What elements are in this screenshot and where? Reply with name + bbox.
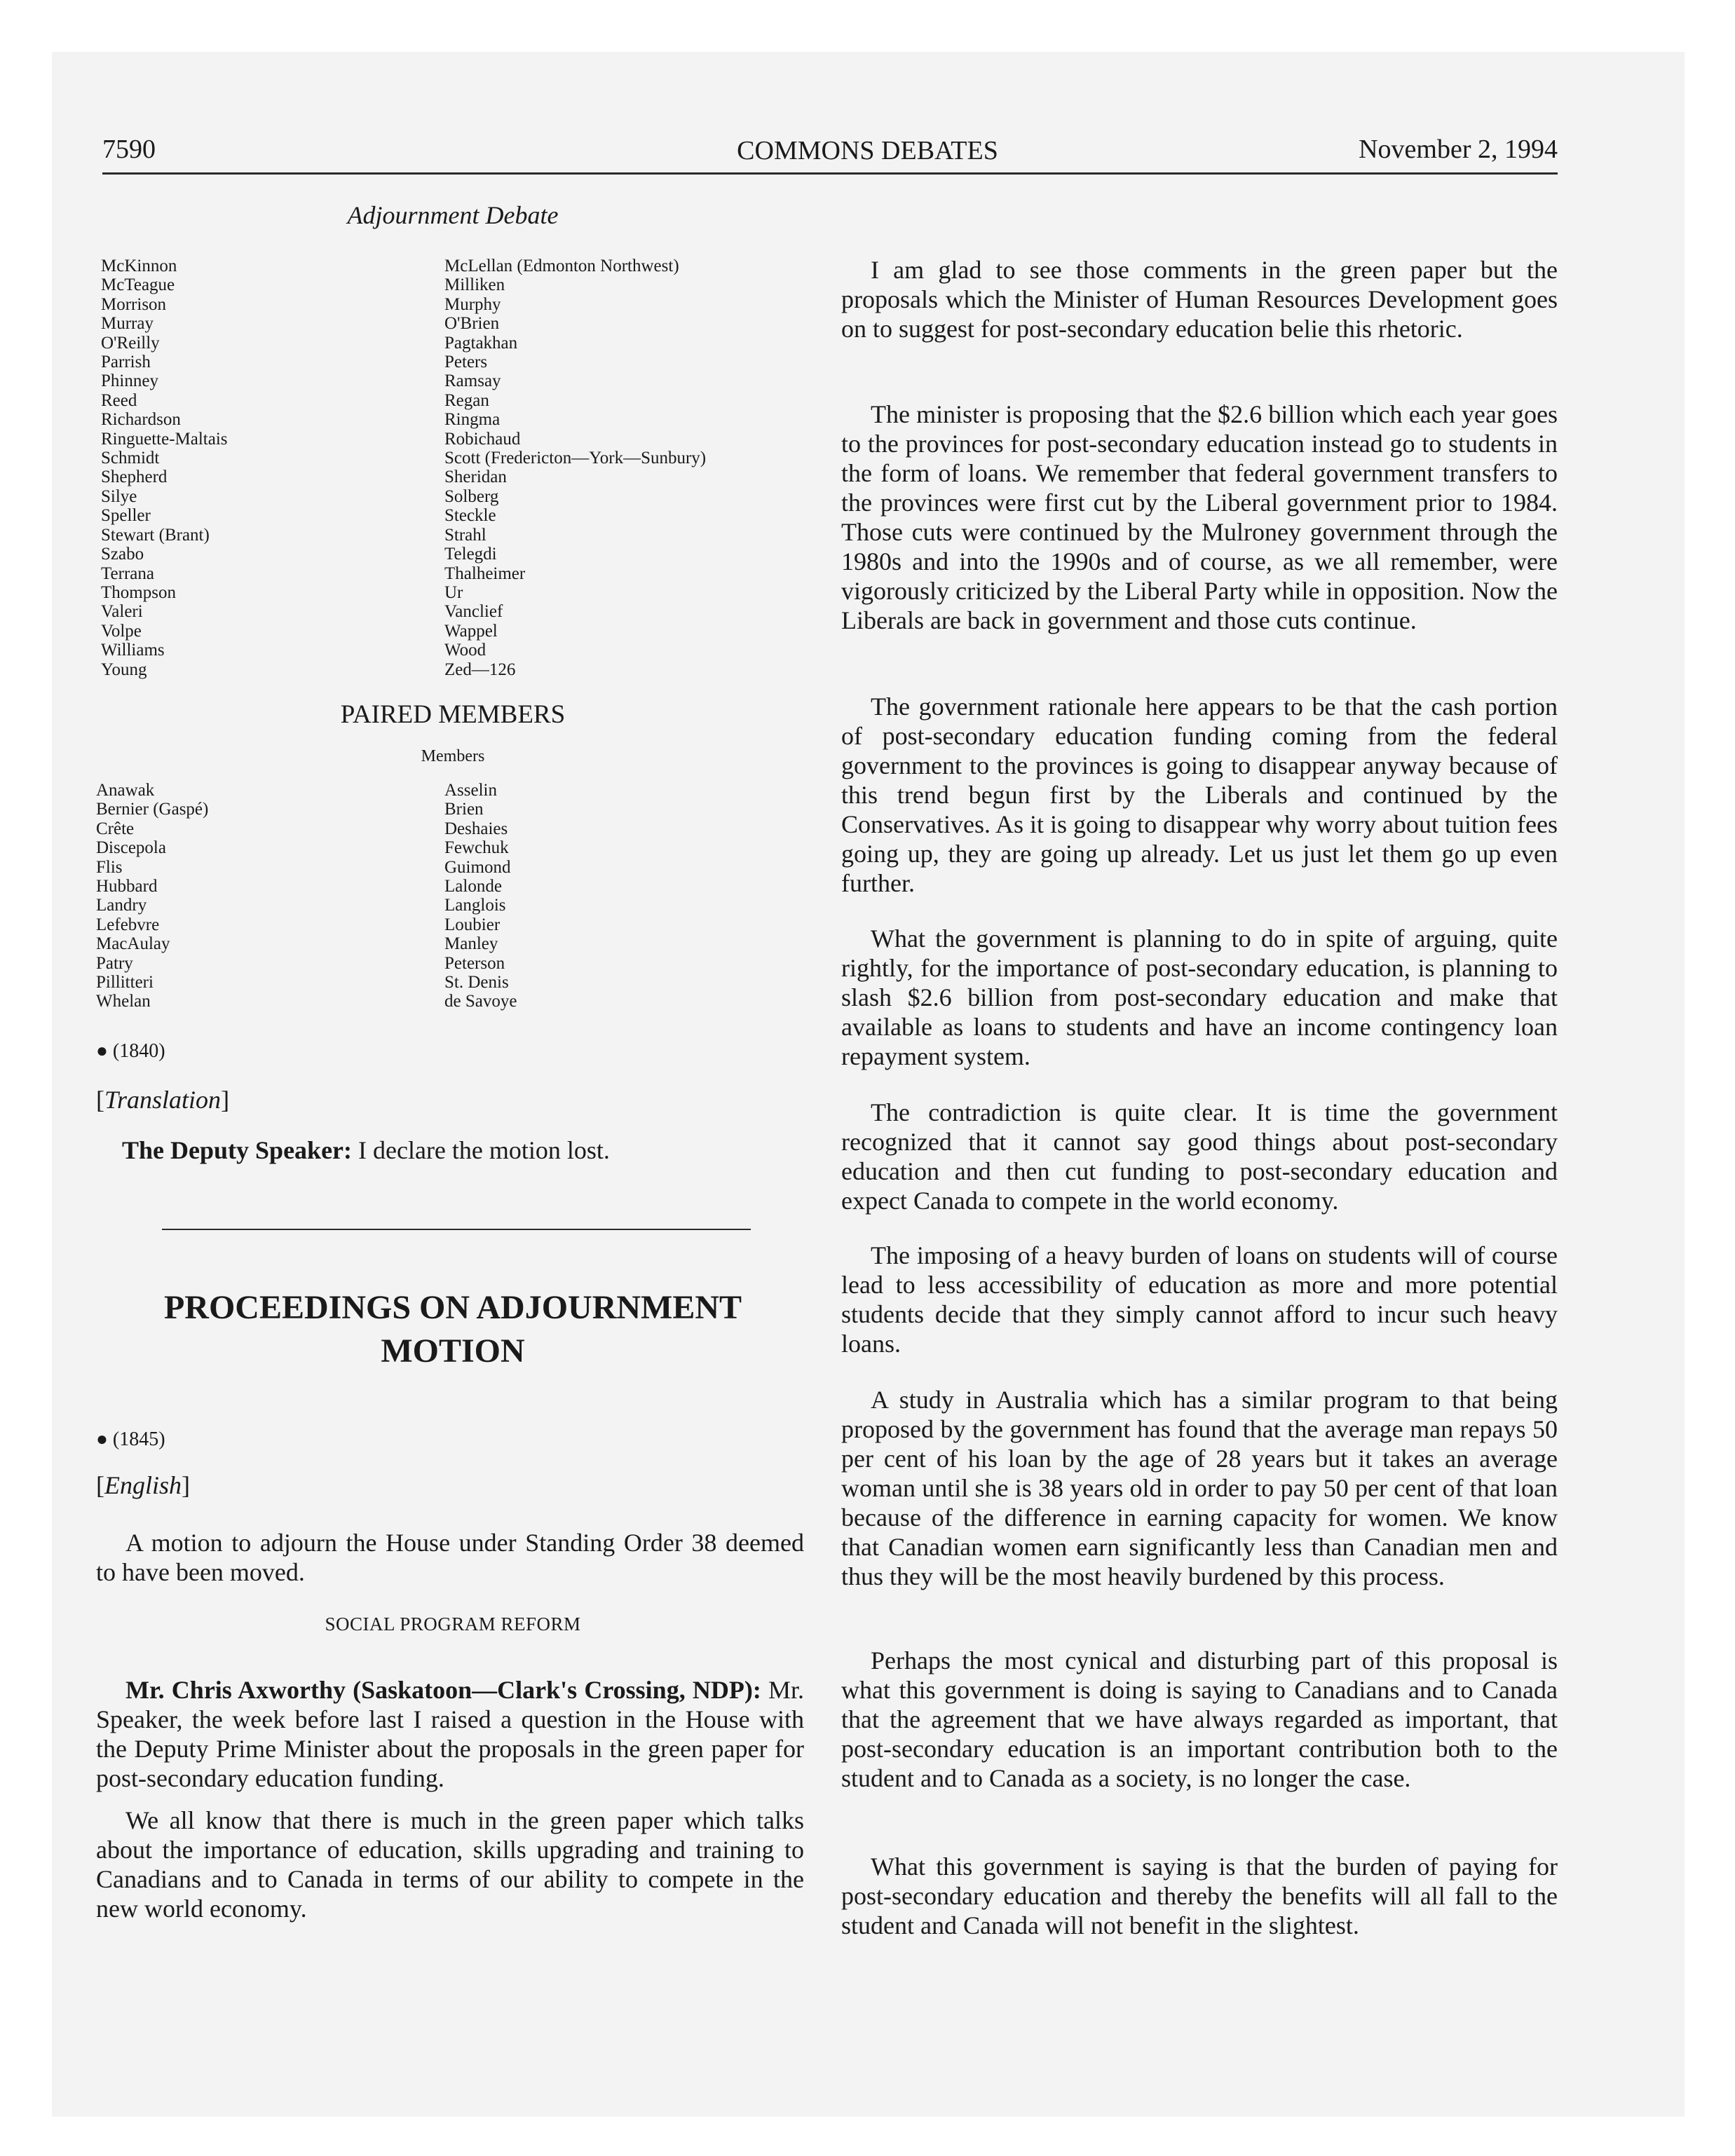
bracket-open: [ [96,1086,104,1114]
member-name: Thompson [101,582,176,602]
member-name: Young [101,660,147,679]
voters-column-1 [101,257,228,679]
member-name: Brien [444,800,484,819]
member-name: Langlois [444,896,506,915]
member-name: McLellan (Edmonton Northwest) [444,257,679,275]
speaker-name: The Deputy Speaker: [122,1136,353,1164]
translation-tag [96,1085,229,1114]
member-name: Phinney [101,371,158,391]
right-paragraph-1: I am glad to see those comments in the green paper but the proposals which the Minister of Human Resources Development goes on to suggest for post-secondary education belie this rhetoric. [841,256,1558,343]
member-name: Terrana [101,564,154,583]
member-name: Crête [96,819,135,838]
member-name: Landry [96,896,147,915]
member-name: Wappel [444,621,498,641]
member-name: Ur [444,582,463,602]
member-name: Asselin [444,781,497,800]
member-name: Steckle [444,506,496,526]
bracket-close: ] [182,1471,191,1499]
member-name: Pagtakhan [444,333,518,353]
right-paragraph-7: A study in Australia which has a similar program to that being proposed by the government has found that the average man repays 50 per cent of his loan by the age of 28 years but it takes an average woman until she is 38 years old in order to pay 50 per cent of that loan because of the difference in earning capacity for women. We know that Canadian women earn significantly less than Canadian men and thus they will be the most heavily burdened by this process. [841,1386,1558,1590]
time-marker-1845: ● (1845) [96,1428,165,1450]
member-name: Guimond [444,857,511,877]
speaker-text: I declare the motion lost. [352,1136,610,1164]
member-name: Discepola [96,838,166,858]
member-name: Stewart (Brant) [101,525,210,545]
member-name: Volpe [101,621,142,641]
member-name: Anawak [96,781,155,800]
member-name: Parrish [101,353,151,372]
member-name: Peterson [444,953,505,973]
members-label: Members [421,747,485,765]
member-name: Valeri [101,602,143,622]
member-name: Ramsay [444,371,501,391]
paired-column-1 [96,781,208,1011]
axworthy-text: Mr. Speaker, the week before last I raised a question in the House with the Deputy Prime Minister about the proposals in the green paper for post-secondary education funding. [96,1676,804,1792]
paired-members-heading: PAIRED MEMBERS [340,700,566,729]
member-name: Vanclief [444,602,503,622]
section-divider [162,1229,751,1230]
motion-paragraph: A motion to adjourn the House under Standing Order 38 deemed to have been moved. [96,1529,804,1586]
member-name: Ringuette-Maltais [101,429,228,449]
voters-column-2 [444,257,706,679]
member-name: McKinnon [101,257,177,275]
member-name: O'Reilly [101,333,160,353]
member-name: Wood [444,641,487,660]
member-name: Reed [101,390,137,410]
member-name: Thalheimer [444,564,526,583]
member-name: O'Brien [444,314,500,334]
member-name: Milliken [444,275,505,295]
member-name: Zed—126 [444,660,516,679]
member-name: Solberg [444,486,499,506]
member-name: Szabo [101,545,144,564]
bracket-close: ] [221,1086,230,1114]
bracket-open: [ [96,1471,104,1499]
right-paragraph-9: What this government is saying is that the burden of paying for post-secondary education and thereby the benefits will all fall to the student and Canada will not benefit in the slightest. [841,1853,1558,1939]
time-marker-1840: ● (1840) [96,1040,165,1062]
header-rule [102,172,1558,175]
member-name: Murray [101,314,154,334]
section-title: Adjournment Debate [347,201,559,229]
member-name: Murphy [444,294,501,314]
member-name: Hubbard [96,877,158,896]
social-program-heading: SOCIAL PROGRAM REFORM [325,1613,581,1635]
publication-title: COMMONS DEBATES [737,136,998,165]
translation-label: Translation [104,1086,222,1114]
page-number: 7590 [102,135,156,164]
proceedings-heading: PROCEEDINGS ON ADJOURNMENT MOTION [163,1289,742,1370]
member-name: Richardson [101,410,181,430]
member-name: Silye [101,486,137,506]
member-name: Flis [96,857,123,877]
right-paragraph-2: The minister is proposing that the $2.6 billion which each year goes to the provinces for post-secondary education instead go to students in the form of loans. We remember that federal government transfers to the provinces were first cut by the Liberal government prior to 1984. Those cuts were continued by the Mulroney government through the 1980s and into the 1990s and of course, as we all remember, were vigorously criticized by the Liberal Party while in opposition. Now the Liberals are back in government and those cuts continue. [841,400,1558,634]
member-name: Strahl [444,525,487,545]
left-paragraph-final: We all know that there is much in the green paper which talks about the importance of education, skills upgrading and training to Canadians and to Canada in terms of our ability to compete in the new world economy. [96,1806,804,1923]
member-name: Ringma [444,410,501,430]
right-paragraph-6: The imposing of a heavy burden of loans on students will of course lead to less accessibility of education as more and more potential students decide that they simply cannot afford to incur such heavy loans. [841,1241,1558,1358]
member-name: Deshaies [444,819,508,838]
member-name: Patry [96,953,133,973]
member-name: Shepherd [101,468,168,487]
deputy-speaker-statement [122,1135,610,1165]
member-name: Peters [444,353,488,372]
member-name: Pillitteri [96,973,154,992]
member-name: Sheridan [444,468,507,487]
member-name: Lalonde [444,877,502,896]
right-paragraph-3: The government rationale here appears to be that the cash portion of post-secondary education funding coming from the federal government to the provinces is going to disappear anyway because of this trend begun first by the Liberals and continued by the Conservatives. As it is going to disappear why worry about tuition fees going up, they are going up already. Let us just let them go up even further. [841,692,1558,897]
member-name: McTeague [101,275,175,295]
member-name: Williams [101,641,165,660]
member-name: MacAulay [96,934,170,954]
member-name: Bernier (Gaspé) [96,800,209,819]
member-name: de Savoye [444,992,517,1011]
member-name: St. Denis [444,973,509,992]
right-paragraph-4: What the government is planning to do in spite of arguing, quite rightly, for the importance of post-secondary education, is planning to slash $2.6 billion from post-secondary education and make that available as loans to students and have an income contingency loan repayment system. [841,925,1558,1070]
member-name: Fewchuk [444,838,509,858]
member-name: Telegdi [444,545,497,564]
member-name: Regan [444,390,489,410]
member-name: Manley [444,934,498,954]
member-name: Whelan [96,992,151,1011]
right-paragraph-8: Perhaps the most cynical and disturbing part of this proposal is what this government is doing is saying to Canadians and to Canada that the agreement that we have always regarded as important, that post-secondary education is an important contribution both to the student and to Canada as a society, is no longer the case. [841,1646,1558,1792]
member-name: Lefebvre [96,915,160,934]
english-tag [96,1471,190,1500]
right-paragraph-5: The contradiction is quite clear. It is time the government recognized that it cannot say good things about post-secondary education and then cut funding to post-secondary education and expect Canada to compete in the world economy. [841,1098,1558,1215]
member-name: Robichaud [444,429,521,449]
paired-column-2 [444,781,517,1011]
member-name: Schmidt [101,449,160,468]
axworthy-name: Mr. Chris Axworthy (Saskatoon—Clark's Crossing, NDP): [125,1676,761,1704]
publication-date: November 2, 1994 [1359,135,1558,164]
member-name: Loubier [444,915,501,934]
english-label: English [104,1471,182,1499]
member-name: Speller [101,506,151,526]
axworthy-paragraph [96,1675,804,1793]
member-name: Scott (Fredericton—York—Sunbury) [444,449,707,468]
member-name: Morrison [101,294,167,314]
